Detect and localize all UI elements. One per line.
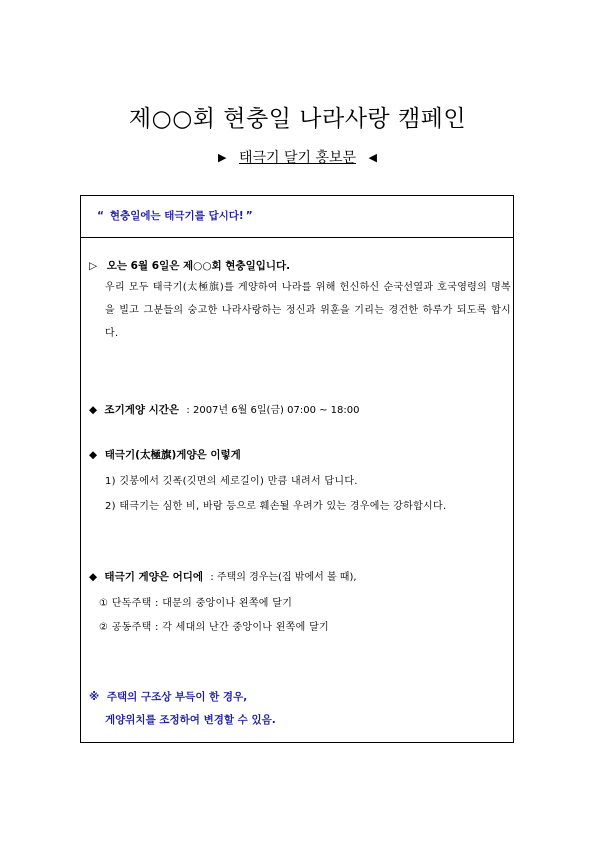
diamond-icon: ◆ bbox=[89, 449, 98, 461]
note-line-1 bbox=[89, 689, 247, 704]
page-subtitle bbox=[0, 147, 595, 167]
diamond-icon: ◆ bbox=[89, 404, 98, 416]
location-suffix: : 주택의 경우는(집 밖에서 볼 때), bbox=[210, 572, 357, 583]
content-box bbox=[80, 195, 514, 743]
right-triangle-icon: ▶ bbox=[218, 151, 227, 164]
location-item-2: ② 공동주택 : 각 세대의 난간 중앙이나 왼쪽에 달기 bbox=[99, 622, 330, 633]
page-title: 제○○회 현충일 나라사랑 캠페인 bbox=[128, 106, 467, 132]
method-item-2 bbox=[105, 495, 511, 518]
schedule-line bbox=[89, 401, 360, 417]
location-heading: 태극기 게양은 어디에 bbox=[104, 571, 204, 583]
intro-body: 우리 모두 태극기(太極旗)를 게양하여 나라를 위해 헌신하신 순국선열과 호국영령의 명복을 빌고 그분들의 숭고한 나라사랑하는 정신과 위훈을 기리는 경건한 하루가 되도록 합시다. bbox=[105, 282, 511, 339]
method-heading: 태극기(太極旗)게양은 이렇게 bbox=[104, 449, 241, 461]
intro-heading-line bbox=[89, 258, 290, 273]
intro-heading: 오는 6월 6일은 제○○회 현충일입니다. bbox=[106, 260, 291, 272]
close-quote: ” bbox=[245, 210, 253, 222]
left-triangle-icon: ◀ bbox=[368, 151, 377, 164]
open-quote: “ bbox=[97, 210, 104, 222]
hollow-triangle-icon: ▷ bbox=[89, 260, 98, 272]
schedule-label: 조기게양 시간은 bbox=[104, 404, 180, 416]
slogan-header bbox=[81, 196, 513, 238]
note-text-1: 주택의 구조상 부득이 한 경우, bbox=[106, 691, 248, 703]
diamond-icon: ◆ bbox=[89, 571, 98, 583]
subtitle-text: 태극기 달기 홍보문 bbox=[238, 150, 357, 166]
location-item-1: ① 단독주택 : 대문의 중앙이나 왼쪽에 달기 bbox=[99, 598, 293, 609]
reference-mark-icon: ※ bbox=[89, 691, 100, 703]
method-item-2-text: 2) 태극기는 심한 비, 바람 등으로 훼손될 우려가 있는 경우에는 강하합시다. bbox=[105, 501, 447, 512]
method-item-1: 1) 깃봉에서 깃폭(깃면의 세로길이) 만큼 내려서 답니다. bbox=[105, 476, 358, 487]
method-heading-line bbox=[89, 447, 241, 462]
location-heading-line bbox=[89, 568, 357, 584]
note-line-2: 게양위치를 조정하여 변경할 수 있음. bbox=[105, 714, 276, 726]
schedule-value: : 2007년 6월 6일(금) 07:00 ~ 18:00 bbox=[186, 405, 360, 416]
slogan-text: 현충일에는 태극기를 답시다! bbox=[109, 210, 244, 222]
